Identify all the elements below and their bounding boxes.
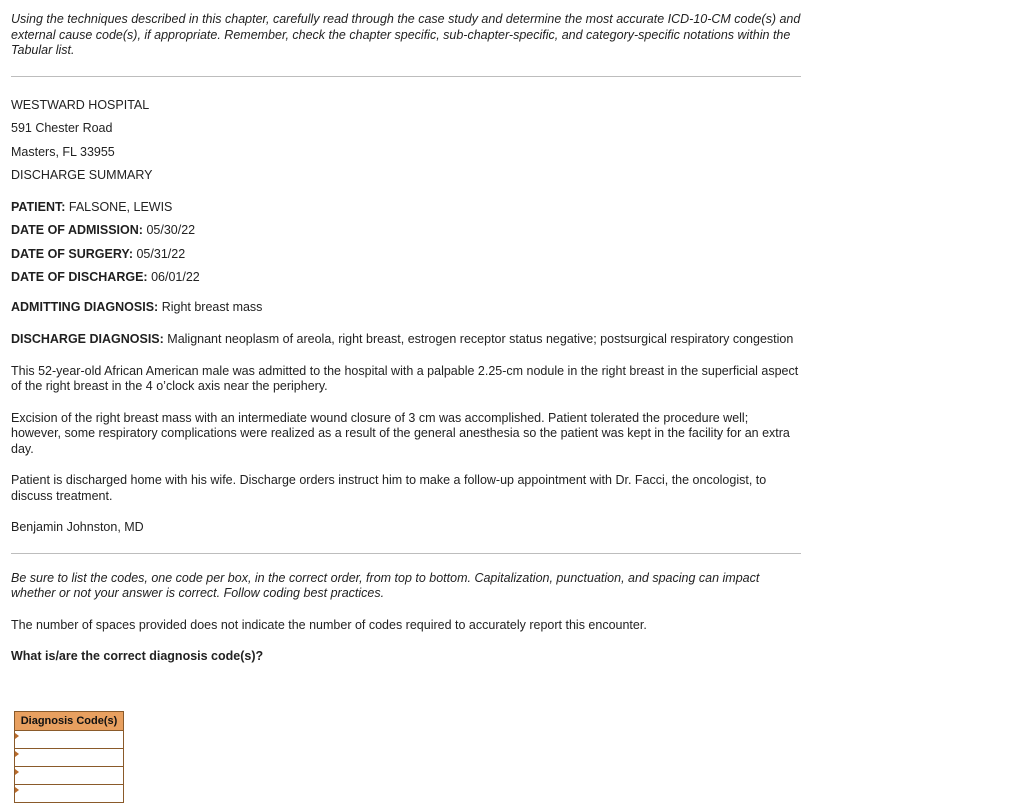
patient-label: PATIENT: xyxy=(11,199,66,214)
diagnosis-code-input-2[interactable] xyxy=(15,749,123,766)
discharge-row xyxy=(11,266,801,290)
admission-row xyxy=(11,219,801,243)
hospital-street: 591 Chester Road xyxy=(11,121,113,135)
admission-value: 05/30/22 xyxy=(146,223,196,237)
coding-instructions: Be sure to list the codes, one code per box, in the correct order, from top to bottom. Capitalization, punctuation, and spacing can impact whether or not your answer is correct. Follow coding best practices. xyxy=(11,570,760,600)
case-study-content xyxy=(11,12,801,665)
row-marker-icon xyxy=(15,787,19,793)
discharge-value: 06/01/22 xyxy=(151,270,200,284)
code-cell xyxy=(15,767,124,785)
diagnosis-code-input-1[interactable] xyxy=(15,731,123,748)
row-marker-icon xyxy=(15,769,19,775)
diagnosis-code-input-4[interactable] xyxy=(15,785,123,802)
surgery-row xyxy=(11,243,801,267)
surgery-label: DATE OF SURGERY: xyxy=(11,246,133,261)
patient-value: FALSONE, LEWIS xyxy=(68,199,173,214)
narrative-paragraph: Patient is discharged home with his wife. Discharge orders instruct him to make a follow-up appointment with Dr. Facci, the oncologist, to discuss treatment. xyxy=(11,473,767,503)
code-cell xyxy=(15,731,124,749)
surgery-value: 05/31/22 xyxy=(136,246,186,261)
row-marker-icon xyxy=(15,733,19,739)
spaces-note: The number of spaces provided does not indicate the number of codes required to accurately report this encounter. xyxy=(11,617,647,632)
diagnosis-code-table xyxy=(14,711,124,803)
admitting-diagnosis-value: Right breast mass xyxy=(161,299,263,314)
hospital-address xyxy=(11,94,801,188)
admitting-diagnosis-label: ADMITTING DIAGNOSIS: xyxy=(11,299,159,314)
instructions-text: Using the techniques described in this chapter, carefully read through the case study and determine the most accurate ICD-10-CM code(s) and external cause code(s), if appropriate. Remember, check the chapter specific, sub-chapter-specific, and category-specific notations within the Tabular list. xyxy=(11,12,801,57)
discharge-diagnosis-value: Malignant neoplasm of areola, right breast, estrogen receptor status negative; postsurgical respiratory congestion xyxy=(167,332,794,346)
admitting-diagnosis xyxy=(11,300,801,316)
narrative-paragraph: This 52-year-old African American male was admitted to the hospital with a palpable 2.25-cm nodule in the right breast in the superficial aspect of the right breast in the 4 o’clock axis near the periphery. xyxy=(11,363,799,393)
patient-info xyxy=(11,196,801,290)
physician-signature: Benjamin Johnston, MD xyxy=(11,520,144,534)
narrative-paragraph: Excision of the right breast mass with an intermediate wound closure of 3 cm was accomplished. Patient tolerated the procedure well; however, some respiratory complications were realized as a result of the general anesthesia so the patient was kept in the facility for an extra day. xyxy=(11,410,790,456)
code-cell xyxy=(15,749,124,767)
admission-label: DATE OF ADMISSION: xyxy=(11,223,143,237)
diagnosis-code-input-3[interactable] xyxy=(15,767,123,784)
discharge-diagnosis xyxy=(11,332,801,348)
diagnosis-code-header: Diagnosis Code(s) xyxy=(15,712,124,731)
hospital-name: WESTWARD HOSPITAL xyxy=(11,97,150,112)
code-cell xyxy=(15,785,124,803)
document-type: DISCHARGE SUMMARY xyxy=(11,168,153,182)
row-marker-icon xyxy=(15,751,19,757)
discharge-diagnosis-label: DISCHARGE DIAGNOSIS: xyxy=(11,332,164,346)
discharge-label: DATE OF DISCHARGE: xyxy=(11,270,148,284)
hospital-city: Masters, FL 33955 xyxy=(11,144,115,159)
question-text: What is/are the correct diagnosis code(s)? xyxy=(11,649,264,663)
patient-row xyxy=(11,196,801,220)
